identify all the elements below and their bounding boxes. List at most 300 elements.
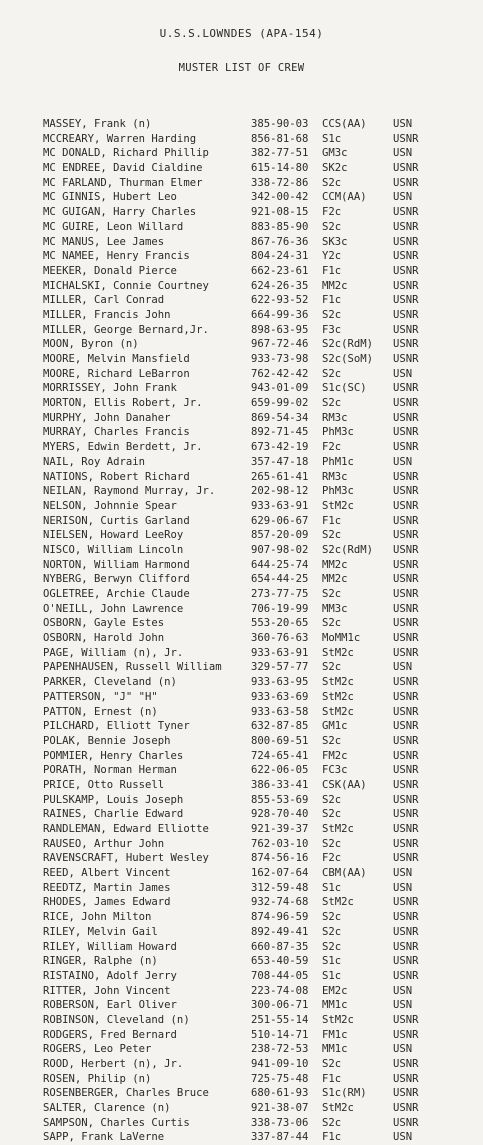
- crew-row: [0, 440, 483, 455]
- crew-row: [0, 1101, 483, 1116]
- service-number: 300-06-71: [251, 999, 309, 1012]
- crew-row: [0, 572, 483, 587]
- service-number: 162-07-64: [251, 867, 309, 880]
- crew-row: [0, 807, 483, 822]
- branch: USNR: [393, 1087, 419, 1100]
- crew-name: MCCREARY, Warren Harding: [43, 132, 197, 145]
- rating: MoMM1c: [322, 632, 361, 645]
- service-number: 338-72-86: [251, 176, 309, 189]
- branch: USNR: [393, 529, 419, 542]
- crew-name: MOORE, Melvin Mansfield: [43, 353, 190, 365]
- rating: S1c(SC): [322, 382, 367, 395]
- service-number: 855-53-69: [251, 793, 309, 806]
- rating: S2c: [322, 940, 342, 953]
- crew-row: [0, 484, 483, 499]
- service-number: 624-26-35: [251, 279, 309, 292]
- branch: USNR: [393, 749, 419, 762]
- crew-name: MILLER, Carl Conrad: [43, 294, 165, 307]
- crew-row: [0, 470, 483, 485]
- crew-row: [0, 910, 483, 925]
- rating: S2c: [322, 734, 342, 747]
- branch: USNR: [393, 558, 419, 571]
- crew-name: MICHALSKI, Connie Courtney: [43, 279, 209, 292]
- crew-name: ROSEN, Philip (n): [43, 1072, 152, 1085]
- crew-name: MURPHY, John Danaher: [43, 411, 171, 424]
- crew-row: [0, 1057, 483, 1072]
- rating: StM2c: [322, 1013, 354, 1026]
- crew-row: [0, 235, 483, 250]
- service-number: 933-63-58: [251, 705, 309, 718]
- branch: USNR: [393, 308, 419, 321]
- service-number: 933-63-91: [251, 499, 309, 512]
- crew-name: OSBORN, Harold John: [43, 632, 165, 645]
- rating: FC3c: [322, 764, 348, 777]
- crew-name: SALTER, Clarence (n): [43, 1102, 171, 1115]
- service-number: 202-98-12: [251, 485, 309, 498]
- service-number: 329-57-77: [251, 661, 309, 674]
- rating: StM2c: [322, 823, 354, 835]
- branch: USNR: [393, 676, 419, 689]
- rating: F2c: [322, 206, 342, 219]
- branch: USNR: [393, 397, 419, 410]
- rating: EM2c: [322, 984, 348, 997]
- crew-row: [0, 1116, 483, 1131]
- crew-row: [0, 425, 483, 440]
- service-number: 265-61-41: [251, 470, 309, 483]
- rating: S2c: [322, 1116, 342, 1129]
- crew-name: RICE, John Milton: [43, 911, 152, 924]
- service-number: 921-39-37: [251, 823, 309, 835]
- service-number: 921-08-15: [251, 206, 309, 219]
- branch: USNR: [393, 911, 419, 924]
- branch: USNR: [393, 132, 419, 145]
- crew-row: [0, 925, 483, 940]
- crew-name: MC DONALD, Richard Phillip: [43, 147, 209, 160]
- rating: S1c: [322, 132, 342, 145]
- crew-row: [0, 293, 483, 308]
- branch: USNR: [393, 485, 419, 498]
- crew-row: [0, 337, 483, 352]
- crew-row: [0, 1013, 483, 1028]
- crew-name: RHODES, James Edward: [43, 896, 171, 909]
- rating: CCS(AA): [322, 118, 367, 130]
- rating: F1c: [322, 514, 342, 527]
- crew-row: [0, 969, 483, 984]
- crew-name: POMMIER, Henry Charles: [43, 749, 184, 762]
- service-number: 856-81-68: [251, 132, 309, 145]
- crew-name: RISTAINO, Adolf Jerry: [43, 969, 177, 982]
- rating: FM2c: [322, 749, 348, 762]
- crew-name: SAMPSON, Charles Curtis: [43, 1116, 190, 1129]
- rating: SK3c: [322, 235, 348, 248]
- crew-row: [0, 264, 483, 279]
- crew-row: [0, 822, 483, 837]
- crew-row: [0, 1042, 483, 1057]
- crew-row: [0, 323, 483, 338]
- crew-name: MASSEY, Frank (n): [43, 118, 152, 130]
- branch: USN: [393, 999, 413, 1012]
- crew-name: ROGERS, Leo Peter: [43, 1043, 152, 1056]
- branch: USN: [393, 881, 413, 894]
- crew-name: MC NAMEE, Henry Francis: [43, 250, 190, 263]
- crew-row: [0, 690, 483, 705]
- crew-name: NELSON, Johnnie Spear: [43, 499, 177, 512]
- service-number: 629-06-67: [251, 514, 309, 527]
- crew-name: PILCHARD, Elliott Tyner: [43, 720, 190, 733]
- service-number: 804-24-31: [251, 250, 309, 263]
- rating: PhM3c: [322, 426, 354, 439]
- branch: USNR: [393, 1102, 419, 1115]
- crew-name: MC ENDREE, David Cialdine: [43, 162, 203, 175]
- branch: USNR: [393, 1058, 419, 1070]
- branch: USNR: [393, 778, 419, 791]
- rating: S2c: [322, 367, 342, 380]
- crew-row: [0, 514, 483, 529]
- branch: USNR: [393, 617, 419, 630]
- service-number: 660-87-35: [251, 940, 309, 953]
- rating: CSK(AA): [322, 778, 367, 791]
- crew-name: RITTER, John Vincent: [43, 984, 171, 997]
- rating: MM2c: [322, 573, 348, 586]
- branch: USNR: [393, 279, 419, 292]
- rating: MM1c: [322, 1043, 348, 1056]
- service-number: 357-47-18: [251, 455, 309, 468]
- crew-name: MORTON, Ellis Robert, Jr.: [43, 397, 203, 410]
- service-number: 653-40-59: [251, 955, 309, 968]
- branch: USNR: [393, 940, 419, 953]
- branch: USNR: [393, 1013, 419, 1026]
- service-number: 932-74-68: [251, 896, 309, 909]
- crew-name: PATTON, Ernest (n): [43, 705, 158, 718]
- rating: S2c(RdM): [322, 543, 374, 556]
- rating: GM3c: [322, 147, 348, 160]
- service-number: 622-93-52: [251, 294, 309, 307]
- branch: USNR: [393, 499, 419, 512]
- branch: USNR: [393, 808, 419, 821]
- service-number: 708-44-05: [251, 969, 309, 982]
- service-number: 874-96-59: [251, 911, 309, 924]
- rating: StM2c: [322, 499, 354, 512]
- crew-row: [0, 895, 483, 910]
- branch: USNR: [393, 176, 419, 189]
- crew-name: NATIONS, Robert Richard: [43, 470, 190, 483]
- crew-name: ROBERSON, Earl Oliver: [43, 999, 177, 1012]
- branch: USN: [393, 661, 413, 674]
- rating: S2c: [322, 661, 342, 674]
- crew-name: MOORE, Richard LeBarron: [43, 367, 190, 380]
- rating: F1c: [322, 264, 342, 277]
- rating: RM3c: [322, 470, 348, 483]
- crew-row: [0, 984, 483, 999]
- rating: S2c(RdM): [322, 338, 374, 351]
- crew-name: RILEY, Melvin Gail: [43, 925, 158, 938]
- crew-row: [0, 411, 483, 426]
- branch: USN: [393, 1043, 413, 1056]
- crew-row: [0, 881, 483, 896]
- crew-row: [0, 940, 483, 955]
- crew-row: [0, 851, 483, 866]
- rating: S1c(RM): [322, 1087, 367, 1100]
- crew-name: NERISON, Curtis Garland: [43, 514, 190, 527]
- rating: F1c: [322, 1072, 342, 1085]
- crew-name: PRICE, Otto Russell: [43, 778, 165, 791]
- crew-name: PORATH, Norman Herman: [43, 764, 177, 777]
- service-number: 706-19-99: [251, 602, 309, 615]
- crew-row: [0, 543, 483, 558]
- branch: USNR: [393, 514, 419, 527]
- branch: USNR: [393, 852, 419, 865]
- crew-row: [0, 190, 483, 205]
- rating: F1c: [322, 1131, 342, 1144]
- rating: MM2c: [322, 558, 348, 571]
- crew-name: NORTON, William Harmond: [43, 558, 190, 571]
- branch: USN: [393, 1131, 413, 1144]
- branch: USNR: [393, 764, 419, 777]
- rating: S2c: [322, 911, 342, 924]
- service-number: 338-73-06: [251, 1116, 309, 1129]
- service-number: 510-14-71: [251, 1028, 309, 1041]
- crew-name: PATTERSON, "J" "H": [43, 690, 158, 703]
- crew-row: [0, 616, 483, 631]
- crew-row: [0, 998, 483, 1013]
- crew-row: [0, 1086, 483, 1101]
- crew-row: [0, 1130, 483, 1145]
- service-number: 800-69-51: [251, 734, 309, 747]
- service-number: 724-65-41: [251, 749, 309, 762]
- service-number: 857-20-09: [251, 529, 309, 542]
- rating: S1c: [322, 881, 342, 894]
- crew-row: [0, 352, 483, 367]
- branch: USNR: [393, 323, 419, 336]
- rating: PhM1c: [322, 455, 354, 468]
- rating: S2c: [322, 397, 342, 410]
- rating: S1c: [322, 955, 342, 968]
- rating: StM2c: [322, 1102, 354, 1115]
- service-number: 342-00-42: [251, 191, 309, 204]
- service-number: 238-72-53: [251, 1043, 309, 1056]
- service-number: 725-75-48: [251, 1072, 309, 1085]
- rating: S2c: [322, 588, 342, 600]
- crew-name: PAGE, William (n), Jr.: [43, 646, 184, 659]
- rating: StM2c: [322, 896, 354, 909]
- crew-row: [0, 249, 483, 264]
- service-number: 654-44-25: [251, 573, 309, 586]
- crew-row: [0, 705, 483, 720]
- crew-row: [0, 558, 483, 573]
- service-number: 385-90-03: [251, 118, 309, 130]
- crew-row: [0, 499, 483, 514]
- service-number: 360-76-63: [251, 632, 309, 645]
- branch: USNR: [393, 353, 419, 365]
- service-number: 312-59-48: [251, 881, 309, 894]
- crew-name: RAUSEO, Arthur John: [43, 837, 165, 850]
- rating: Y2c: [322, 250, 342, 263]
- branch: USNR: [393, 969, 419, 982]
- service-number: 933-63-95: [251, 676, 309, 689]
- branch: USN: [393, 867, 413, 880]
- crew-row: [0, 734, 483, 749]
- rating: PhM3c: [322, 485, 354, 498]
- crew-name: NYBERG, Berwyn Clifford: [43, 573, 190, 586]
- rating: F2c: [322, 852, 342, 865]
- crew-name: REEDTZ, Martin James: [43, 881, 171, 894]
- crew-name: MOON, Byron (n): [43, 338, 139, 351]
- document-subtitle: MUSTER LIST OF CREW: [178, 62, 305, 74]
- service-number: 762-03-10: [251, 837, 309, 850]
- crew-name: PULSKAMP, Louis Joseph: [43, 793, 184, 806]
- service-number: 251-55-14: [251, 1013, 309, 1026]
- branch: USNR: [393, 162, 419, 175]
- branch: USNR: [393, 411, 419, 424]
- rating: S2c: [322, 837, 342, 850]
- crew-name: RANDLEMAN, Edward Elliotte: [43, 823, 209, 835]
- service-number: 622-06-05: [251, 764, 309, 777]
- crew-name: NIELSEN, Howard LeeRoy: [43, 529, 184, 542]
- rating: F2c: [322, 441, 342, 454]
- service-number: 928-70-40: [251, 808, 309, 821]
- crew-row: [0, 719, 483, 734]
- service-number: 892-49-41: [251, 925, 309, 938]
- crew-name: MILLER, Francis John: [43, 308, 171, 321]
- branch: USNR: [393, 734, 419, 747]
- branch: USNR: [393, 426, 419, 439]
- crew-row: [0, 528, 483, 543]
- service-number: 921-38-07: [251, 1102, 309, 1115]
- branch: USNR: [393, 264, 419, 277]
- service-number: 943-01-09: [251, 382, 309, 395]
- branch: USNR: [393, 338, 419, 351]
- branch: USNR: [393, 543, 419, 556]
- crew-name: MC FARLAND, Thurman Elmer: [43, 176, 203, 189]
- crew-name: POLAK, Bennie Joseph: [43, 734, 171, 747]
- service-number: 664-99-36: [251, 308, 309, 321]
- service-number: 673-42-19: [251, 441, 309, 454]
- service-number: 874-56-16: [251, 852, 309, 865]
- branch: USNR: [393, 382, 419, 395]
- branch: USNR: [393, 470, 419, 483]
- branch: USNR: [393, 250, 419, 263]
- rating: S2c: [322, 176, 342, 189]
- branch: USNR: [393, 955, 419, 968]
- rating: S2c: [322, 808, 342, 821]
- crew-name: PAPENHAUSEN, Russell William: [43, 661, 222, 674]
- branch: USNR: [393, 837, 419, 850]
- crew-name: MILLER, George Bernard,Jr.: [43, 323, 209, 336]
- service-number: 553-20-65: [251, 617, 309, 630]
- branch: USNR: [393, 896, 419, 909]
- branch: USNR: [393, 206, 419, 219]
- crew-name: RODGERS, Fred Bernard: [43, 1028, 177, 1041]
- crew-row: [0, 646, 483, 661]
- crew-name: RILEY, William Howard: [43, 940, 177, 953]
- crew-row: [0, 220, 483, 235]
- branch: USNR: [393, 632, 419, 645]
- crew-row: [0, 837, 483, 852]
- crew-name: ROBINSON, Cleveland (n): [43, 1013, 190, 1026]
- rating: S2c(SoM): [322, 353, 374, 365]
- crew-name: RAVENSCRAFT, Hubert Wesley: [43, 852, 209, 865]
- crew-row: [0, 763, 483, 778]
- service-number: 933-73-98: [251, 353, 309, 365]
- service-number: 933-63-91: [251, 646, 309, 659]
- document-title: U.S.S.LOWNDES (APA-154): [159, 27, 324, 40]
- branch: USNR: [393, 793, 419, 806]
- branch: USNR: [393, 823, 419, 835]
- branch: USNR: [393, 573, 419, 586]
- crew-name: MEEKER, Donald Pierce: [43, 264, 177, 277]
- branch: USNR: [393, 235, 419, 248]
- rating: FM1c: [322, 1028, 348, 1041]
- branch: USNR: [393, 1116, 419, 1129]
- rating: S2c: [322, 793, 342, 806]
- branch: USNR: [393, 441, 419, 454]
- branch: USN: [393, 984, 413, 997]
- crew-name: OSBORN, Gayle Estes: [43, 617, 165, 630]
- crew-name: ROSENBERGER, Charles Bruce: [43, 1087, 209, 1100]
- rating: S2c: [322, 220, 342, 233]
- service-number: 907-98-02: [251, 543, 309, 556]
- crew-row: [0, 602, 483, 617]
- crew-name: MC GUIGAN, Harry Charles: [43, 206, 197, 219]
- service-number: 933-63-69: [251, 690, 309, 703]
- rating: CCM(AA): [322, 191, 367, 204]
- rating: MM1c: [322, 999, 348, 1012]
- crew-name: MC GINNIS, Hubert Leo: [43, 191, 177, 204]
- service-number: 659-99-02: [251, 397, 309, 410]
- rating: F3c: [322, 323, 342, 336]
- service-number: 337-87-44: [251, 1131, 309, 1144]
- service-number: 644-25-74: [251, 558, 309, 571]
- branch: USNR: [393, 646, 419, 659]
- service-number: 273-77-75: [251, 588, 309, 600]
- rating: CBM(AA): [322, 867, 367, 880]
- crew-row: [0, 396, 483, 411]
- rating: S2c: [322, 617, 342, 630]
- crew-row: [0, 455, 483, 470]
- service-number: 762-42-42: [251, 367, 309, 380]
- crew-row: [0, 631, 483, 646]
- crew-row: [0, 793, 483, 808]
- service-number: 941-09-10: [251, 1058, 309, 1070]
- rating: StM2c: [322, 705, 354, 718]
- rating: S1c: [322, 969, 342, 982]
- crew-row: [0, 176, 483, 191]
- crew-row: [0, 587, 483, 602]
- crew-row: [0, 954, 483, 969]
- service-number: 867-76-36: [251, 235, 309, 248]
- branch: USNR: [393, 294, 419, 307]
- crew-row: [0, 866, 483, 881]
- rating: S2c: [322, 925, 342, 938]
- service-number: 382-77-51: [251, 147, 309, 160]
- crew-name: MC MANUS, Lee James: [43, 235, 165, 248]
- crew-name: ROOD, Herbert (n), Jr.: [43, 1058, 184, 1070]
- crew-name: O'NEILL, John Lawrence: [43, 602, 184, 615]
- crew-row: [0, 146, 483, 161]
- branch: USN: [393, 147, 413, 160]
- rating: StM2c: [322, 690, 354, 703]
- branch: USNR: [393, 690, 419, 703]
- rating: StM2c: [322, 676, 354, 689]
- crew-row: [0, 161, 483, 176]
- crew-row: [0, 660, 483, 675]
- branch: USNR: [393, 588, 419, 600]
- crew-row: [0, 1072, 483, 1087]
- crew-row: [0, 675, 483, 690]
- rating: F1c: [322, 294, 342, 307]
- branch: USN: [393, 367, 413, 380]
- crew-name: NISCO, William Lincoln: [43, 543, 184, 556]
